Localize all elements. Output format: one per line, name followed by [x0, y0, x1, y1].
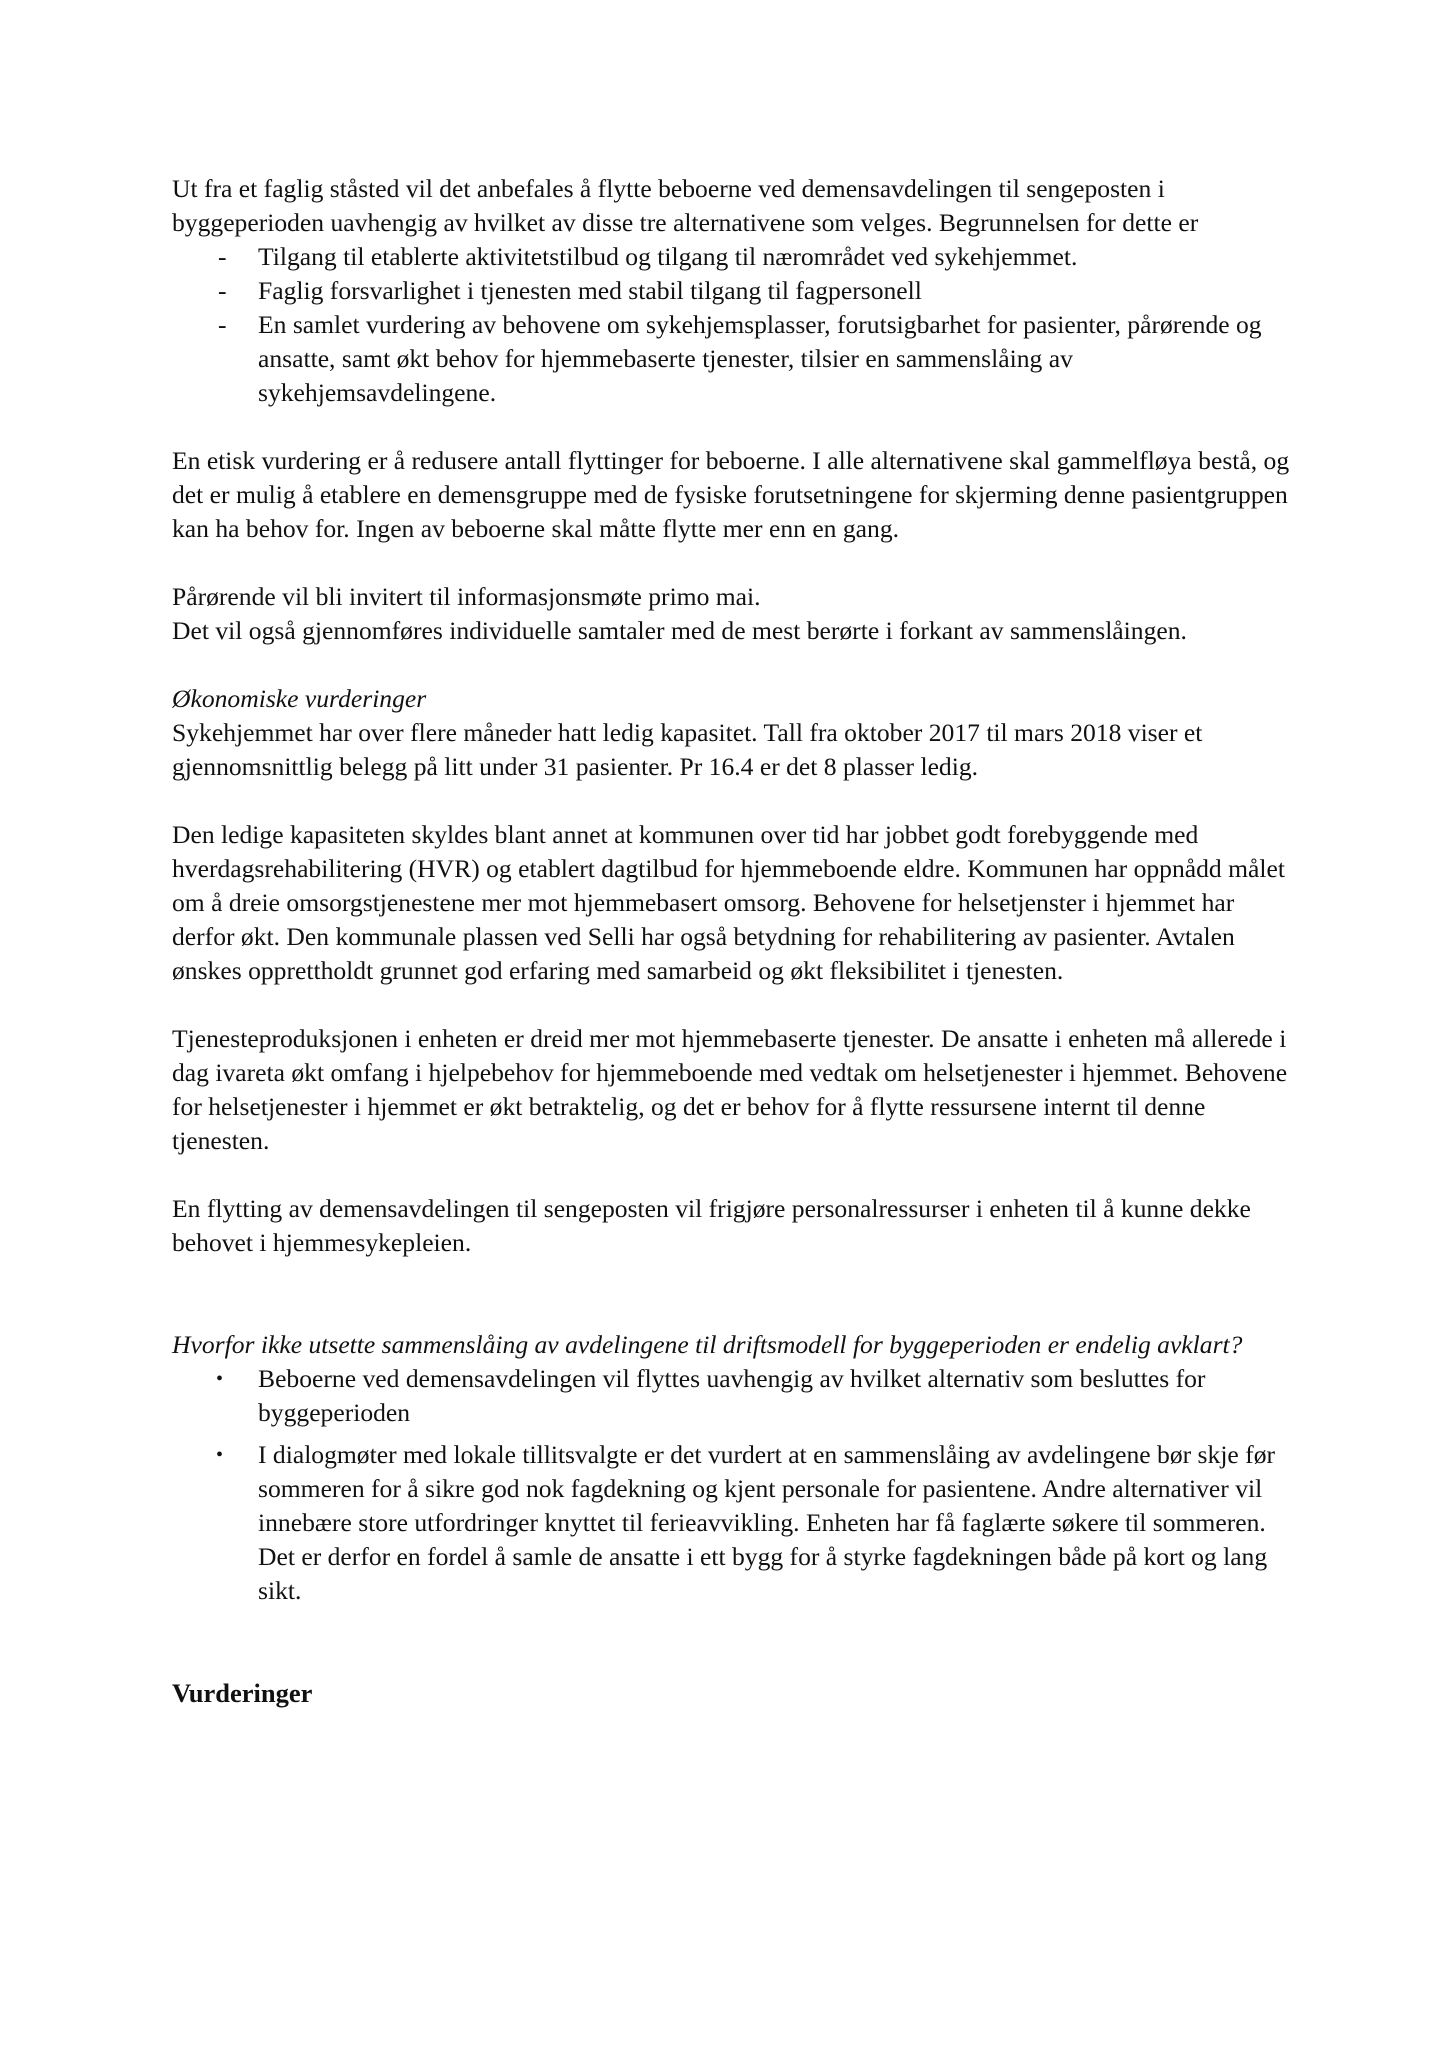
list-item [172, 1438, 1302, 1608]
economy-paragraph-1: Sykehjemmet har over flere måneder hatt ledig kapasitet. Tall fra oktober 2017 til mars 2018 viser et gjennomsnittlig belegg på litt under 31 pasienter. Pr 16.4 er det 8 plasser ledig. [172, 718, 1203, 781]
why-bullet-list [172, 1362, 1302, 1608]
list-item [172, 1362, 1302, 1430]
relatives-line-2: Det vil også gjennomføres individuelle samtaler med de mest berørte i forkant av sammenslåingen. [172, 616, 1187, 645]
relatives-line-1: Pårørende vil bli invitert til informasjonsmøte primo mai. [172, 582, 761, 611]
dash-marker: - [218, 276, 227, 305]
reason-text: En samlet vurdering av behovene om sykehjemsplasser, forutsigbarhet for pasienter, pårørende og ansatte, samt økt behov for hjemmebaserte tjenester, tilsier en sammenslåing av sykehjemsavdelingene. [258, 310, 1262, 407]
list-item [172, 240, 1302, 274]
assessments-heading: Vurderinger [172, 1678, 313, 1708]
economy-paragraph-3: Tjenesteproduksjonen i enheten er dreid mer mot hjemmebaserte tjenester. De ansatte i enheten må allerede i dag ivareta økt omfang i hjelpebehov for hjemmeboende med vedtak om helsetjenester i hjemmet. Behovene for helsetjenester i hjemmet er økt betraktelig, og det er behov for å flytte ressursene internt til denne tjenesten. [172, 1024, 1288, 1155]
dash-marker: - [218, 310, 227, 339]
ethics-paragraph: En etisk vurdering er å redusere antall flyttinger for beboerne. I alle alternativene skal gammelfløya bestå, og det er mulig å etablere en demensgruppe med de fysiske forutsetningene for skjerming denne pasientgruppen kan ha behov for. Ingen av beboerne skal måtte flytte mer enn en gang. [172, 446, 1290, 543]
why-heading: Hvorfor ikke utsette sammenslåing av avdelingene til driftsmodell for byggeperioden er endelig avklart? [172, 1330, 1243, 1359]
economy-paragraph-4: En flytting av demensavdelingen til sengeposten vil frigjøre personalressurser i enheten til å kunne dekke behovet i hjemmesykepleien. [172, 1194, 1251, 1257]
economy-heading: Økonomiske vurderinger [172, 684, 427, 713]
reason-text: Tilgang til etablerte aktivitetstilbud og tilgang til nærområdet ved sykehjemmet. [258, 242, 1078, 271]
document-page [172, 172, 1302, 1710]
list-item [172, 274, 1302, 308]
dash-marker: - [218, 242, 227, 271]
reasons-list [172, 240, 1302, 410]
bullet-marker: • [216, 1368, 224, 1390]
reason-text: Faglig forsvarlighet i tjenesten med stabil tilgang til fagpersonell [258, 276, 922, 305]
bullet-text: Beboerne ved demensavdelingen vil flyttes uavhengig av hvilket alternativ som besluttes for byggeperioden [258, 1364, 1206, 1427]
bullet-marker: • [216, 1444, 224, 1466]
economy-paragraph-2: Den ledige kapasiteten skyldes blant annet at kommunen over tid har jobbet godt forebyggende med hverdagsrehabilitering (HVR) og etablert dagtilbud for hjemmeboende eldre. Kommunen har oppnådd målet om å dreie omsorgstjenestene mer mot hjemmebasert omsorg. Behovene for helsetjenster i hjemmet har derfor økt. Den kommunale plassen ved Selli har også betydning for rehabilitering av pasienter. Avtalen ønskes opprettholdt grunnet god erfaring med samarbeid og økt fleksibilitet i tjenesten. [172, 820, 1285, 985]
recommendation-intro: Ut fra et faglig ståsted vil det anbefales å flytte beboerne ved demensavdelingen til sengeposten i byggeperioden uavhengig av hvilket av disse tre alternativene som velges. Begrunnelsen for dette er [172, 174, 1199, 237]
list-item [172, 308, 1302, 410]
bullet-text: I dialogmøter med lokale tillitsvalgte er det vurdert at en sammenslåing av avdelingene bør skje før sommeren for å sikre god nok fagdekning og kjent personale for pasientene. Andre alternativer vil innebære store utfordringer knyttet til ferieavvikling. Enheten har få faglærte søkere til sommeren. Det er derfor en fordel å samle de ansatte i ett bygg for å styrke fagdekningen både på kort og lang sikt. [258, 1440, 1276, 1605]
